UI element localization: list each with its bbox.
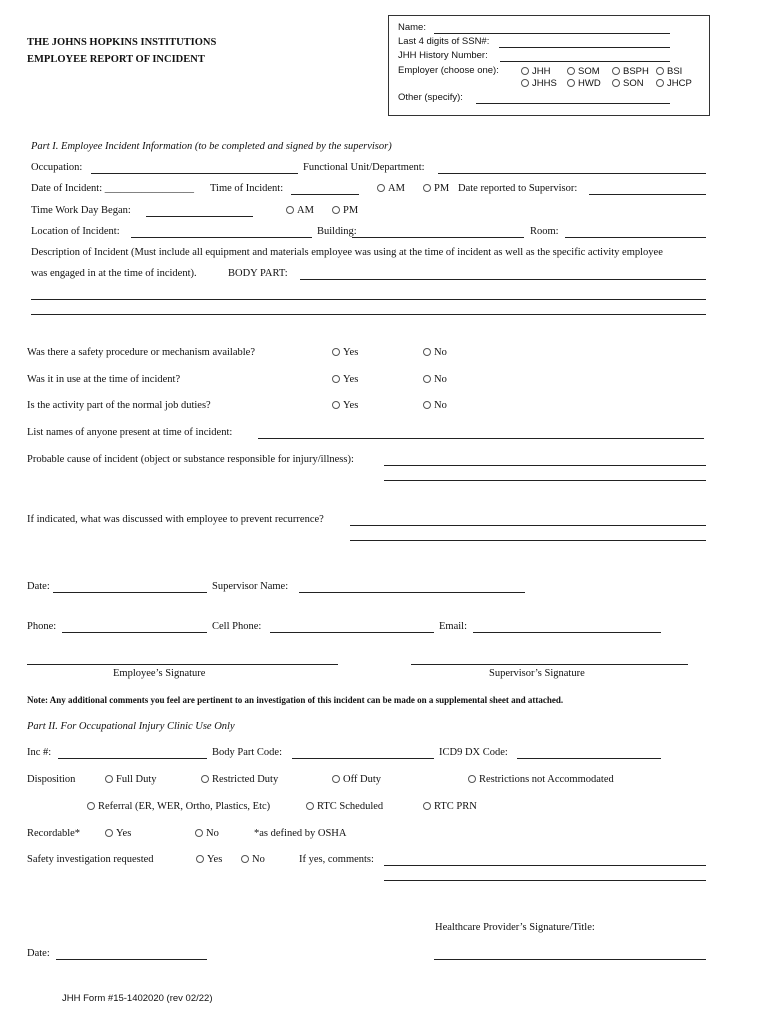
if-yes-label: If yes, comments: [299, 854, 374, 865]
radio-icon [612, 79, 620, 87]
sup-date-field[interactable] [53, 592, 207, 593]
employer-option-son[interactable]: SON [612, 78, 644, 89]
phone-label: Phone: [27, 621, 57, 632]
history-number-field[interactable] [500, 61, 670, 62]
radio-icon [196, 855, 204, 863]
email-label: Email: [439, 621, 467, 632]
employer-option-jhh[interactable]: JHH [521, 66, 550, 77]
q-in-use: Was it in use at the time of incident? [27, 374, 181, 385]
restricted-duty-option[interactable]: Restricted Duty [201, 774, 278, 785]
other-label: Other (specify): [398, 92, 463, 103]
radio-icon [468, 775, 476, 783]
work-day-field[interactable] [146, 216, 253, 217]
phone-field[interactable] [62, 632, 207, 633]
occupation-field[interactable] [91, 173, 298, 174]
radio-icon [656, 67, 664, 75]
present-label: List names of anyone present at time of incident: [27, 427, 233, 438]
room-label: Room: [530, 226, 559, 237]
rtc-scheduled-option[interactable]: RTC Scheduled [306, 801, 383, 812]
other-employer-field[interactable] [476, 103, 670, 104]
radio-icon [241, 855, 249, 863]
off-duty-option[interactable]: Off Duty [332, 774, 381, 785]
cause-field[interactable] [384, 465, 706, 466]
q2-no-option[interactable]: No [423, 374, 447, 385]
sup-name-label: Supervisor Name: [212, 581, 289, 592]
q-normal-duties: Is the activity part of the normal job duties? [27, 400, 211, 411]
radio-icon [286, 206, 294, 214]
comments-field-line-2[interactable] [384, 880, 706, 881]
employee-id-box [388, 15, 710, 116]
ssn-field[interactable] [499, 47, 670, 48]
employer-option-bsi[interactable]: BSI [656, 66, 682, 77]
prevent-field-line-2[interactable] [350, 540, 706, 541]
icd9-label: ICD9 DX Code: [439, 747, 508, 758]
employer-option-jhcp[interactable]: JHCP [656, 78, 692, 89]
provider-date-label: Date: [27, 948, 50, 959]
incident-time-field[interactable] [291, 194, 359, 195]
employee-signature-line[interactable] [27, 664, 338, 665]
description-line-3[interactable] [31, 314, 706, 315]
employee-signature-label: Employee’s Signature [113, 668, 206, 679]
org-name: THE JOHNS HOPKINS INSTITUTIONS [27, 37, 217, 48]
name-label: Name: [398, 22, 426, 33]
work-day-label: Time Work Day Began: [31, 205, 131, 216]
q3-yes-option[interactable]: Yes [332, 400, 358, 411]
recordable-yes-option[interactable]: Yes [105, 828, 131, 839]
radio-icon [332, 206, 340, 214]
cause-field-line-2[interactable] [384, 480, 706, 481]
form-title: EMPLOYEE REPORT OF INCIDENT [27, 54, 205, 65]
q1-no-option[interactable]: No [423, 347, 447, 358]
history-label: JHH History Number: [398, 50, 488, 61]
radio-icon [423, 802, 431, 810]
cell-label: Cell Phone: [212, 621, 262, 632]
occupation-label: Occupation: [31, 162, 83, 173]
recordable-label: Recordable* [27, 828, 81, 839]
present-field[interactable] [258, 438, 704, 439]
radio-icon [521, 79, 529, 87]
provider-signature-line[interactable] [434, 959, 706, 960]
radio-icon [567, 79, 575, 87]
radio-icon [306, 802, 314, 810]
radio-icon [87, 802, 95, 810]
description-line-2[interactable] [31, 299, 706, 300]
recordable-no-option[interactable]: No [195, 828, 219, 839]
body-part-code-label: Body Part Code: [212, 747, 282, 758]
comments-field[interactable] [384, 865, 706, 866]
q1-yes-option[interactable]: Yes [332, 347, 358, 358]
q3-no-option[interactable]: No [423, 400, 447, 411]
employer-option-hwd[interactable]: HWD [567, 78, 601, 89]
supplemental-note: Note: Any additional comments you feel are pertinent to an investigation of this incident can be made on a supplemental sheet and attached. [27, 695, 564, 705]
email-field[interactable] [473, 632, 661, 633]
radio-icon [195, 829, 203, 837]
incident-time-label: Time of Incident: [210, 183, 284, 194]
cause-label: Probable cause of incident (object or substance responsible for injury/illness): [27, 454, 354, 465]
provider-signature-label: Healthcare Provider’s Signature/Title: [435, 922, 595, 933]
name-field[interactable] [434, 33, 670, 34]
part2-heading: Part II. For Occupational Injury Clinic Use Only [27, 721, 235, 732]
icd9-field[interactable] [517, 758, 661, 759]
radio-icon [423, 348, 431, 356]
radio-icon [332, 775, 340, 783]
building-label: Building: [317, 226, 357, 237]
prevent-field[interactable] [350, 525, 706, 526]
employer-option-som[interactable]: SOM [567, 66, 600, 77]
radio-icon [423, 184, 431, 192]
radio-icon [612, 67, 620, 75]
location-field[interactable] [131, 237, 312, 238]
provider-date-field[interactable] [56, 959, 207, 960]
q2-yes-option[interactable]: Yes [332, 374, 358, 385]
location-label: Location of Incident: [31, 226, 120, 237]
ssn-label: Last 4 digits of SSN#: [398, 36, 490, 47]
reported-date-label: Date reported to Supervisor: [458, 183, 578, 194]
safety-no-option[interactable]: No [241, 854, 265, 865]
description-label-cont: was engaged in at the time of incident). [31, 268, 197, 279]
disposition-label: Disposition [27, 774, 76, 785]
radio-icon [201, 775, 209, 783]
rtc-prn-option[interactable]: RTC PRN [423, 801, 477, 812]
unit-field[interactable] [438, 173, 706, 174]
form-number: JHH Form #15-1402020 (rev 02/22) [62, 993, 213, 1004]
radio-icon [423, 375, 431, 383]
radio-icon [105, 775, 113, 783]
cell-field[interactable] [270, 632, 434, 633]
supervisor-signature-line[interactable] [411, 664, 688, 665]
radio-icon [567, 67, 575, 75]
reported-date-field[interactable] [589, 194, 706, 195]
workday-pm-option[interactable]: PM [332, 205, 358, 216]
radio-icon [332, 348, 340, 356]
room-field[interactable] [565, 237, 706, 238]
prevent-label: If indicated, what was discussed with employee to prevent recurrence? [27, 514, 324, 525]
unit-label: Functional Unit/Department: [303, 162, 425, 173]
workday-am-option[interactable]: AM [286, 205, 314, 216]
employer-label: Employer (choose one): [398, 65, 499, 76]
safety-investigation-label: Safety investigation requested [27, 854, 154, 865]
inc-field[interactable] [58, 758, 207, 759]
supervisor-signature-label: Supervisor’s Signature [489, 668, 585, 679]
restrictions-not-accommodated-option[interactable]: Restrictions not Accommodated [468, 774, 614, 785]
referral-option[interactable]: Referral (ER, WER, Ortho, Plastics, Etc) [87, 801, 270, 812]
radio-icon [332, 375, 340, 383]
body-part-label: BODY PART: [228, 268, 288, 279]
body-part-field[interactable] [300, 279, 706, 280]
full-duty-option[interactable]: Full Duty [105, 774, 157, 785]
radio-icon [656, 79, 664, 87]
radio-icon [423, 401, 431, 409]
part1-heading: Part I. Employee Incident Information (to be completed and signed by the supervisor) [31, 141, 392, 152]
body-part-code-field[interactable] [292, 758, 434, 759]
description-label: Description of Incident (Must include all equipment and materials employee was using at the time of incident as well as the specific activity employee [31, 247, 663, 258]
osha-note: *as defined by OSHA [254, 828, 347, 839]
building-field[interactable] [352, 237, 524, 238]
incident-pm-option[interactable]: PM [423, 183, 449, 194]
employer-option-bsph[interactable]: BSPH [612, 66, 649, 77]
sup-date-label: Date: [27, 581, 50, 592]
q-safety-available: Was there a safety procedure or mechanism available? [27, 347, 256, 358]
radio-icon [105, 829, 113, 837]
radio-icon [521, 67, 529, 75]
sup-name-field[interactable] [299, 592, 525, 593]
incident-am-option[interactable]: AM [377, 183, 405, 194]
employer-option-jhhs[interactable]: JHHS [521, 78, 557, 89]
radio-icon [332, 401, 340, 409]
safety-yes-option[interactable]: Yes [196, 854, 222, 865]
incident-date-label: Date of Incident: _________________ [31, 183, 195, 194]
radio-icon [377, 184, 385, 192]
inc-label: Inc #: [27, 747, 52, 758]
